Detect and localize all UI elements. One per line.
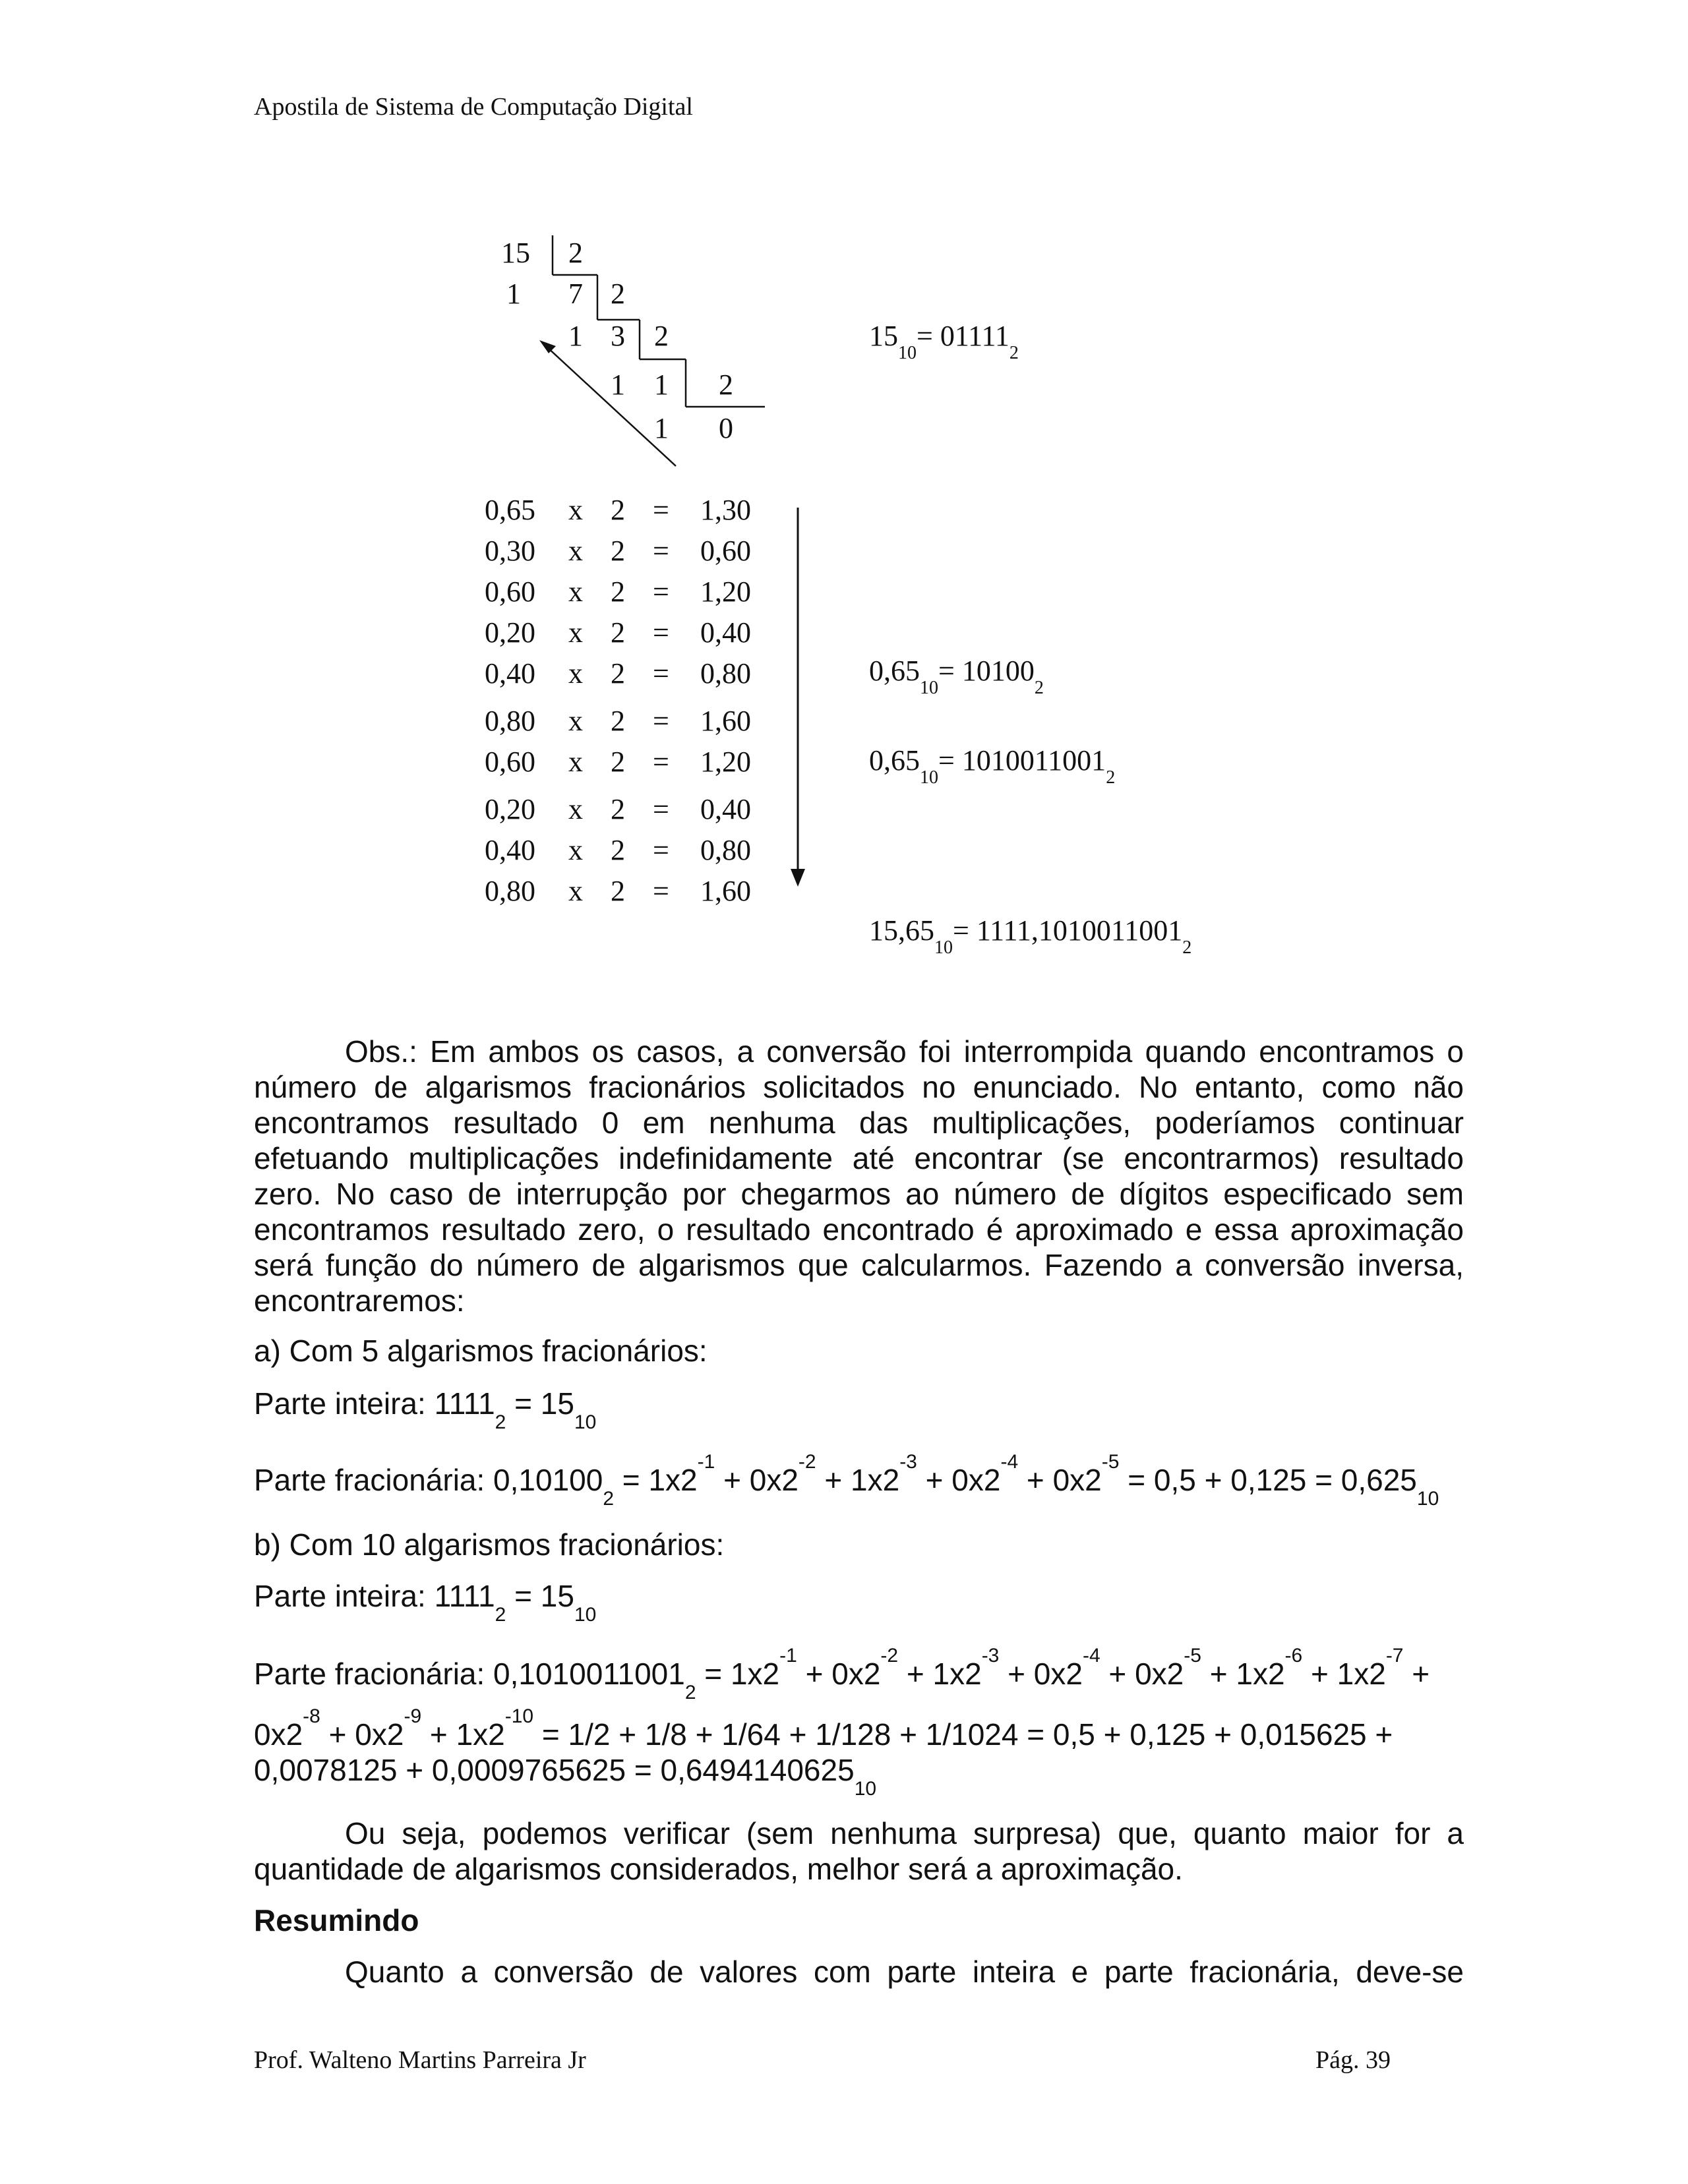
mul-operand: 0,80 (485, 705, 535, 737)
mul-result: 0,80 (700, 834, 751, 866)
mul-operator: x (568, 793, 583, 825)
mul-operand: 0,80 (485, 875, 535, 907)
mul-factor: 2 (611, 494, 625, 526)
mul-factor: 2 (611, 657, 625, 690)
mul-equals: = (653, 494, 669, 526)
mul-equals: = (653, 875, 669, 907)
mul-result: 0,40 (700, 616, 751, 649)
mul-operator: x (568, 705, 583, 737)
divisor: 2 (654, 320, 669, 352)
mul-result: 1,20 (700, 576, 751, 608)
case-a-title: a) Com 5 algarismos fracionários: (254, 1334, 708, 1368)
mul-equals: = (653, 535, 669, 567)
mul-operator: x (568, 576, 583, 608)
mul-operand: 0,65 (485, 494, 535, 526)
mul-operator: x (568, 657, 583, 690)
mul-factor: 2 (611, 793, 625, 825)
mul-equals: = (653, 705, 669, 737)
obs-line: encontramos resultado zero, o resultado encontrado é aproximado e essa aproximação (254, 1212, 1464, 1247)
mul-result: 0,40 (700, 793, 751, 825)
mul-factor: 2 (611, 746, 625, 778)
mul-result: 1,20 (700, 746, 751, 778)
mul-operator: x (568, 834, 583, 866)
obs-line: encontramos resultado 0 em nenhuma das multiplicações, poderíamos continuar (254, 1106, 1464, 1140)
quotient: 7 (568, 278, 583, 310)
closing-line: Quanto a conversão de valores com parte inteira e parte fracionária, deve-se (345, 1955, 1464, 1989)
mul-result: 0,60 (700, 535, 751, 567)
dividend: 15 (501, 237, 530, 269)
mul-operand: 0,60 (485, 746, 535, 778)
divisor: 2 (611, 278, 625, 310)
mul-operator: x (568, 746, 583, 778)
mul-equals: = (653, 746, 669, 778)
obs-line: Obs.: Em ambos os casos, a conversão foi interrompida quando encontramos o (345, 1034, 1464, 1069)
mul-result: 1,30 (700, 494, 751, 526)
mul-equals: = (653, 657, 669, 690)
obs-line: será função do número de algarismos que calcularmos. Fazendo a conversão inversa, (254, 1248, 1464, 1282)
obs-line: encontraremos: (254, 1284, 465, 1318)
mul-result: 1,60 (700, 705, 751, 737)
footer-author: Prof. Walteno Martins Parreira Jr (254, 2046, 586, 2074)
mul-factor: 2 (611, 705, 625, 737)
case-b-fraction-part: Parte fracionária: $0,1010011001_2 = 1x2^{-1} + 0x2^{-2} + 1x2^{-3} + 0x2^{-4} + 0x2^{-5} + 1x2^{-6} + 1x2^{-7}$ + (254, 1645, 1430, 1703)
case-b-integer-part: Parte inteira: $1111_2 = 15_{10}$ (254, 1579, 597, 1626)
mul-operand: 0,30 (485, 535, 535, 567)
conclusion-line: Ou seja, podemos verificar (sem nenhuma surpresa) que, quanto maior for a (345, 1816, 1464, 1850)
mul-result: 1,60 (700, 875, 751, 907)
down-arrow-icon (788, 508, 808, 890)
fraction-result-5: $0,65_{10}= 10100_2$ (869, 655, 1044, 698)
remainder: 1 (654, 412, 669, 444)
mul-operand: 0,20 (485, 793, 535, 825)
mul-equals: = (653, 576, 669, 608)
case-b-fraction-continued: $0x2^{-8} + 0x2^{-9} + 1x2^{-10} = 1/2 + 1/8 + 1/64 + 1/128 + 1/1024 = 0,5 + 0,125 + 0,015625$ + (254, 1705, 1393, 1752)
mul-operator: x (568, 616, 583, 649)
mul-equals: = (653, 793, 669, 825)
mul-operator: x (568, 494, 583, 526)
mul-operator: x (568, 535, 583, 567)
mul-operand: 0,40 (485, 657, 535, 690)
case-b-title: b) Com 10 algarismos fracionários: (254, 1527, 725, 1562)
page-header: Apostila de Sistema de Computação Digital (254, 93, 693, 121)
mul-factor: 2 (611, 576, 625, 608)
mul-factor: 2 (611, 834, 625, 866)
remainder: 1 (506, 278, 521, 310)
remainder: 1 (611, 369, 625, 401)
divisor: 2 (719, 369, 733, 401)
mul-result: 0,80 (700, 657, 751, 690)
remainder: 1 (568, 320, 583, 352)
division-lines (501, 227, 778, 471)
mul-operand: 0,20 (485, 616, 535, 649)
quotient: 3 (611, 320, 625, 352)
mul-factor: 2 (611, 875, 625, 907)
mul-factor: 2 (611, 616, 625, 649)
mul-operator: x (568, 875, 583, 907)
mul-equals: = (653, 834, 669, 866)
page-number: Pág. 39 (1315, 2046, 1391, 2074)
section-title: Resumindo (254, 1903, 419, 1937)
fraction-result-10: $0,65_{10}= 1010011001_2$ (869, 744, 1116, 788)
quotient: 0 (719, 412, 733, 444)
mul-operand: 0,40 (485, 834, 535, 866)
obs-line: zero. No caso de interrupção por chegarmos ao número de dígitos especificado sem (254, 1177, 1464, 1211)
mul-equals: = (653, 616, 669, 649)
conclusion-line: quantidade de algarismos considerados, melhor será a aproximação. (254, 1852, 1183, 1886)
case-a-integer-part: Parte inteira: $1111_2 = 15_{10}$ (254, 1386, 597, 1433)
obs-line: número de algarismos fracionários solicitados no enunciado. No entanto, como não (254, 1070, 1464, 1104)
quotient: 1 (654, 369, 669, 401)
case-b-fraction-total: $0,0078125 + 0,0009765625 = 0,6494140625_{10}$ (254, 1753, 877, 1800)
integer-result: $15_{10}= 01111_2$ (869, 320, 1019, 363)
mul-factor: 2 (611, 535, 625, 567)
mul-operand: 0,60 (485, 576, 535, 608)
obs-line: efetuando multiplicações indefinidamente até encontrar (se encontrarmos) resultado (254, 1141, 1464, 1175)
divisor: 2 (568, 237, 583, 269)
case-a-fraction-part: Parte fracionária: $0,10100_2 = 1x2^{-1} + 0x2^{-2} + 1x2^{-3} + 0x2^{-4} + 0x2^{-5} = 0,5 + 0,125 = 0,625_{10}$ (254, 1451, 1439, 1510)
full-result: $15,65_{10}= 1111,1010011001_2$ (869, 914, 1192, 958)
